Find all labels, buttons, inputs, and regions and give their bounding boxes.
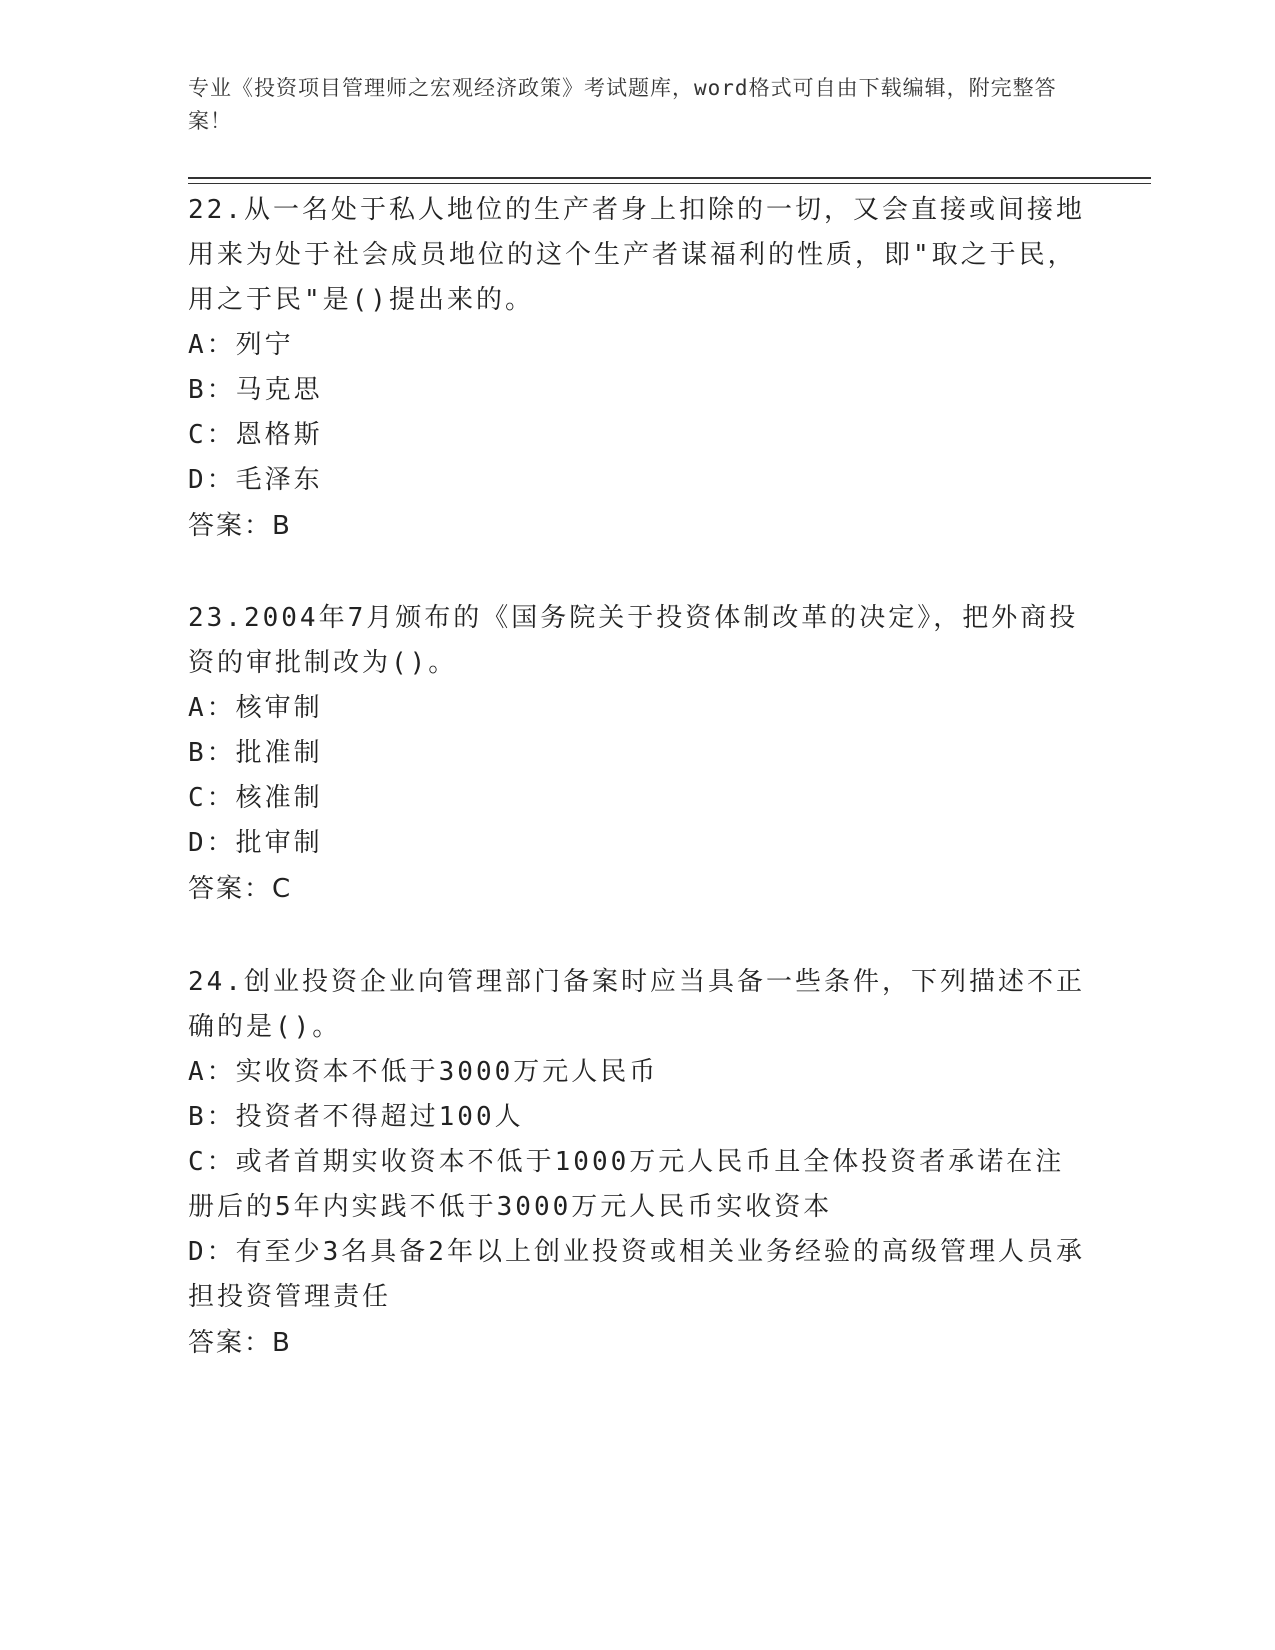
answer-line: 答案：B — [188, 511, 292, 541]
option-d: D：毛泽东 — [188, 465, 323, 495]
option-c: C：恩格斯 — [188, 420, 323, 450]
question-stem: 23.2004年7月颁布的《国务院关于投资体制改革的决定》，把外商投资的审批制改为()。 — [188, 603, 1079, 678]
option-b: B：投资者不得超过100人 — [188, 1102, 524, 1132]
option-d: D：有至少3名具备2年以上创业投资或相关业务经验的高级管理人员承担投资管理责任 — [188, 1237, 1085, 1312]
option-b: B：批准制 — [188, 738, 323, 768]
answer-line: 答案：B — [188, 1328, 292, 1358]
option-a: A：核审制 — [188, 693, 323, 723]
header-divider-thick — [188, 177, 1151, 179]
question-23 — [188, 596, 1088, 912]
document-intro: 专业《投资项目管理师之宏观经济政策》考试题库，word格式可自由下载编辑，附完整答案！ — [188, 76, 1057, 133]
question-22 — [188, 188, 1088, 549]
option-b: B：马克思 — [188, 375, 323, 405]
answer-line: 答案：C — [188, 874, 293, 904]
option-c: C：核准制 — [188, 783, 323, 813]
header-divider-thin — [188, 183, 1151, 184]
question-24 — [188, 960, 1088, 1366]
option-a: A：实收资本不低于3000万元人民币 — [188, 1057, 659, 1087]
option-c: C：或者首期实收资本不低于1000万元人民币且全体投资者承诺在注册后的5年内实践不低于3000万元人民币实收资本 — [188, 1147, 1065, 1222]
question-stem: 24.创业投资企业向管理部门备案时应当具备一些条件，下列描述不正确的是()。 — [188, 967, 1085, 1042]
option-d: D：批审制 — [188, 828, 323, 858]
option-a: A：列宁 — [188, 330, 294, 360]
question-stem: 22.从一名处于私人地位的生产者身上扣除的一切，又会直接或间接地用来为处于社会成员地位的这个生产者谋福利的性质，即"取之于民，用之于民"是()提出来的。 — [188, 195, 1085, 315]
